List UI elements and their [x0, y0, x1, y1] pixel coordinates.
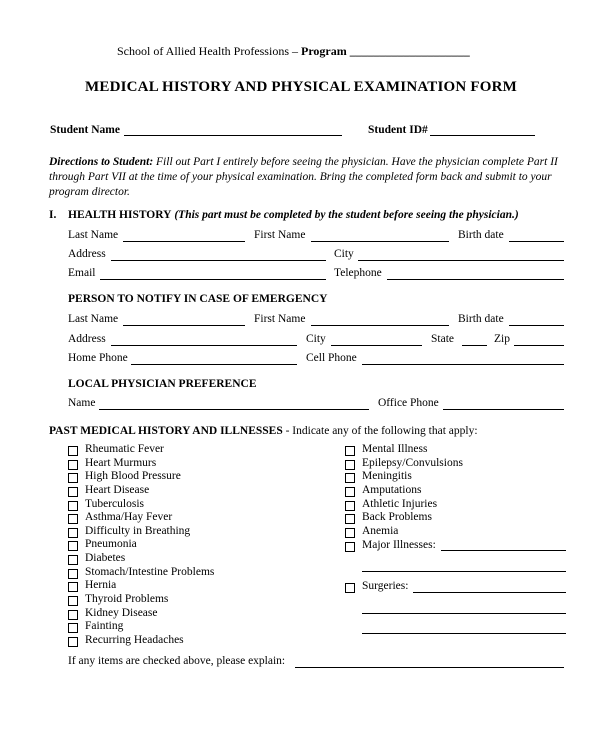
checkbox[interactable] — [68, 582, 78, 592]
first-name-field[interactable] — [311, 241, 449, 242]
physician-heading: LOCAL PHYSICIAN PREFERENCE — [68, 378, 257, 390]
city-label: City — [334, 248, 354, 260]
checkbox-label: Kidney Disease — [85, 607, 158, 619]
email-field[interactable] — [100, 279, 326, 280]
last-name-label: Last Name — [68, 229, 119, 241]
checkbox-label: Athletic Injuries — [362, 498, 438, 510]
section-heading-line — [68, 209, 519, 221]
past-history-instruction: - Indicate any of the following that apply: — [282, 425, 478, 437]
checkbox-label: Meningitis — [362, 470, 412, 482]
section-number: I. — [49, 209, 57, 221]
checkbox[interactable] — [68, 514, 78, 524]
emergency-birth-date-field[interactable] — [509, 325, 564, 326]
emergency-last-name-label: Last Name — [68, 313, 119, 325]
checkbox-label: Asthma/Hay Fever — [85, 511, 173, 523]
surgeries-field-2[interactable] — [362, 613, 566, 614]
emergency-zip-label: Zip — [494, 333, 510, 345]
home-phone-field[interactable] — [131, 364, 297, 365]
checkbox[interactable] — [68, 460, 78, 470]
major-illnesses-label: Major Illnesses: — [362, 539, 436, 551]
checkbox[interactable] — [68, 446, 78, 456]
form-title: MEDICAL HISTORY AND PHYSICAL EXAMINATION FORM — [85, 79, 517, 95]
major-illnesses-checkbox[interactable] — [345, 542, 355, 552]
cell-phone-label: Cell Phone — [306, 352, 357, 364]
explain-label: If any items are checked above, please explain: — [68, 655, 286, 667]
emergency-birth-date-label: Birth date — [458, 313, 504, 325]
major-illnesses-field[interactable] — [441, 550, 566, 551]
past-history-heading-line — [49, 425, 478, 437]
physician-name-field[interactable] — [99, 409, 369, 410]
office-phone-field[interactable] — [443, 409, 564, 410]
emergency-city-label: City — [306, 333, 326, 345]
address-label: Address — [68, 248, 106, 260]
checkbox[interactable] — [68, 555, 78, 565]
physician-name-label: Name — [68, 397, 96, 409]
checkbox-label: Mental Illness — [362, 443, 428, 455]
checkbox-label: Rheumatic Fever — [85, 443, 164, 455]
checkbox-label: Diabetes — [85, 552, 126, 564]
telephone-field[interactable] — [387, 279, 564, 280]
emergency-zip-field[interactable] — [514, 345, 564, 346]
checkbox[interactable] — [68, 501, 78, 511]
student-id-label: Student ID# — [368, 124, 428, 136]
checkbox[interactable] — [345, 460, 355, 470]
checkbox[interactable] — [345, 487, 355, 497]
program-blank[interactable]: ____________________ — [349, 44, 470, 58]
birth-date-field[interactable] — [509, 241, 564, 242]
surgeries-field[interactable] — [413, 592, 566, 593]
checkbox[interactable] — [68, 541, 78, 551]
city-field[interactable] — [358, 260, 564, 261]
emergency-city-field[interactable] — [331, 345, 422, 346]
checkbox-label: Epilepsy/Convulsions — [362, 457, 463, 469]
email-label: Email — [68, 267, 96, 279]
first-name-label: First Name — [254, 229, 306, 241]
checkbox[interactable] — [68, 610, 78, 620]
surgeries-label: Surgeries: — [362, 580, 409, 592]
checkbox-label: Back Problems — [362, 511, 432, 523]
directions — [49, 155, 564, 200]
cell-phone-field[interactable] — [362, 364, 564, 365]
birth-date-label: Birth date — [458, 229, 504, 241]
emergency-state-label: State — [431, 333, 454, 345]
home-phone-label: Home Phone — [68, 352, 128, 364]
checkbox-label: Fainting — [85, 620, 124, 632]
health-history-note: (This part must be completed by the student before seeing the physician.) — [174, 209, 519, 221]
surgeries-field-3[interactable] — [362, 633, 566, 634]
office-phone-label: Office Phone — [378, 397, 439, 409]
student-id-field[interactable] — [430, 135, 535, 136]
checkbox-label: Tuberculosis — [85, 498, 144, 510]
checkbox[interactable] — [68, 596, 78, 606]
emergency-state-field[interactable] — [462, 345, 487, 346]
checkbox[interactable] — [68, 637, 78, 647]
checkbox[interactable] — [345, 473, 355, 483]
last-name-field[interactable] — [123, 241, 245, 242]
emergency-heading: PERSON TO NOTIFY IN CASE OF EMERGENCY — [68, 293, 328, 305]
emergency-last-name-field[interactable] — [123, 325, 245, 326]
checkbox-label: Heart Murmurs — [85, 457, 157, 469]
checkbox-label: Stomach/Intestine Problems — [85, 566, 215, 578]
past-history-heading: PAST MEDICAL HISTORY AND ILLNESSES — [49, 425, 283, 437]
checkbox-label: Amputations — [362, 484, 422, 496]
emergency-first-name-field[interactable] — [311, 325, 449, 326]
checkbox-label: Pneumonia — [85, 538, 137, 550]
directions-label: Directions to Student: — [49, 156, 154, 168]
checkbox-label: Anemia — [362, 525, 399, 537]
health-history-heading: HEALTH HISTORY — [68, 209, 172, 221]
checkbox-label: Recurring Headaches — [85, 634, 184, 646]
checkbox-label: Hernia — [85, 579, 117, 591]
student-name-label: Student Name — [50, 124, 120, 136]
emergency-address-field[interactable] — [111, 345, 297, 346]
checkbox[interactable] — [68, 487, 78, 497]
major-illnesses-field-2[interactable] — [362, 571, 566, 572]
checkbox[interactable] — [68, 473, 78, 483]
checkbox[interactable] — [68, 623, 78, 633]
surgeries-checkbox[interactable] — [345, 583, 355, 593]
checkbox[interactable] — [345, 514, 355, 524]
checkbox[interactable] — [345, 528, 355, 538]
checkbox[interactable] — [345, 446, 355, 456]
checkbox-label: Heart Disease — [85, 484, 150, 496]
emergency-first-name-label: First Name — [254, 313, 306, 325]
checkbox[interactable] — [68, 528, 78, 538]
directions-text: Fill out Part I entirely before seeing the physician. Have the physician complete Part II through Part VII at the time of your physical examination. Bring the completed form back and submit to your program director. — [49, 156, 558, 198]
checkbox-label: Difficulty in Breathing — [85, 525, 191, 537]
emergency-address-label: Address — [68, 333, 106, 345]
checkbox[interactable] — [345, 501, 355, 511]
explain-field[interactable] — [295, 667, 564, 668]
telephone-label: Telephone — [334, 267, 382, 279]
address-field[interactable] — [111, 260, 326, 261]
school-name: School of Allied Health Professions – — [117, 44, 298, 58]
checkbox-label: Thyroid Problems — [85, 593, 169, 605]
program-label: Program — [300, 44, 347, 58]
student-name-field[interactable] — [124, 135, 342, 136]
checkbox[interactable] — [68, 569, 78, 579]
checkbox-label: High Blood Pressure — [85, 470, 181, 482]
header-line — [117, 44, 470, 59]
